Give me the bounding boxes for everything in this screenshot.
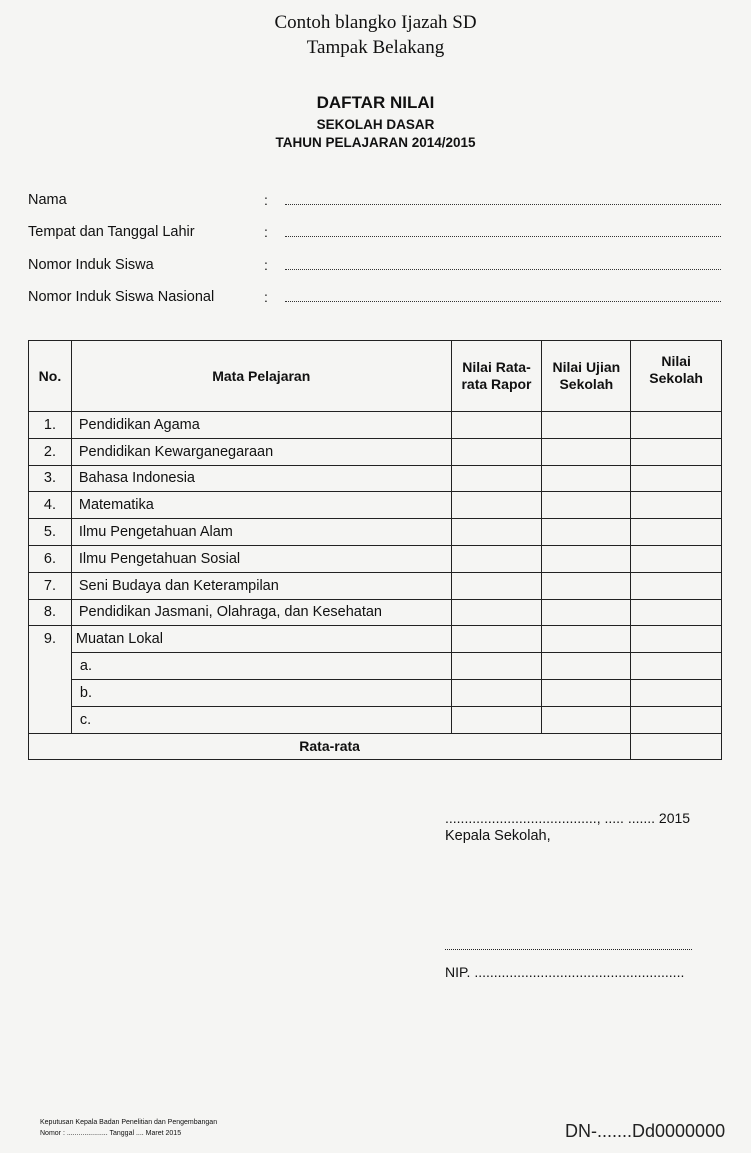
sekolah-cell[interactable] <box>631 492 722 519</box>
field-label: Nomor Induk Siswa <box>28 257 154 273</box>
field-colon: : <box>264 224 268 240</box>
table-row <box>29 519 722 546</box>
header-subject: Mata Pelajaran <box>71 341 451 412</box>
row-number: 6. <box>29 545 72 572</box>
table-row <box>29 572 722 599</box>
field-colon: : <box>264 192 268 208</box>
footer-number: Nomor : ..................... Tanggal .... Maret 2015 <box>40 1130 182 1137</box>
signature-date: ......................................., ..... ....... 2015 <box>445 810 691 826</box>
field-label: Tempat dan Tanggal Lahir <box>28 224 195 240</box>
sekolah-cell[interactable] <box>631 706 722 733</box>
subject-name: Matematika <box>71 492 451 519</box>
sekolah-cell[interactable] <box>631 572 722 599</box>
caption-line-1: Contoh blangko Ijazah SD <box>274 12 477 33</box>
rapor-cell[interactable] <box>451 465 542 492</box>
table-row <box>29 679 722 706</box>
table-row <box>29 412 722 439</box>
rapor-cell[interactable] <box>451 438 542 465</box>
sub-subject: c. <box>71 706 451 733</box>
field-colon: : <box>264 257 268 273</box>
sekolah-cell[interactable] <box>631 438 722 465</box>
header-rapor: Nilai Rata-rata Rapor <box>451 341 542 412</box>
signature-nip: NIP. ...................................................... <box>445 964 685 980</box>
ujian-cell[interactable] <box>542 465 631 492</box>
grades-table <box>28 340 722 760</box>
table-row <box>29 545 722 572</box>
ujian-cell[interactable] <box>542 492 631 519</box>
average-row <box>29 733 722 760</box>
subject-name: Muatan Lokal <box>71 626 451 653</box>
ujian-cell[interactable] <box>542 572 631 599</box>
table-row <box>29 465 722 492</box>
field-input-line[interactable] <box>285 204 721 205</box>
sekolah-cell[interactable] <box>631 599 722 626</box>
ujian-cell[interactable] <box>542 519 631 546</box>
serial-number: DN-.......Dd0000000 <box>565 1121 726 1141</box>
rapor-cell[interactable] <box>451 519 542 546</box>
ujian-cell[interactable] <box>542 653 631 680</box>
rapor-cell[interactable] <box>451 599 542 626</box>
field-label: Nomor Induk Siswa Nasional <box>28 289 215 305</box>
average-cell[interactable] <box>631 733 722 760</box>
ujian-cell[interactable] <box>542 545 631 572</box>
rapor-cell[interactable] <box>451 572 542 599</box>
field-input-line[interactable] <box>285 269 721 270</box>
table-row <box>29 653 722 680</box>
signature-role: Kepala Sekolah, <box>445 828 551 844</box>
table-row <box>29 706 722 733</box>
row-number: 8. <box>29 599 72 626</box>
ujian-cell[interactable] <box>542 599 631 626</box>
header-ujian: Nilai Ujian Sekolah <box>542 341 631 412</box>
field-label: Nama <box>28 192 67 208</box>
ujian-cell[interactable] <box>542 626 631 653</box>
row-number: 4. <box>29 492 72 519</box>
sekolah-cell[interactable] <box>631 626 722 653</box>
subject-name: Pendidikan Kewarganegaraan <box>71 438 451 465</box>
header-sekolah: Nilai Sekolah <box>631 341 722 412</box>
row-number: 2. <box>29 438 72 465</box>
header-no: No. <box>29 341 72 412</box>
ujian-cell[interactable] <box>542 706 631 733</box>
average-label: Rata-rata <box>29 733 631 760</box>
sekolah-cell[interactable] <box>631 545 722 572</box>
rapor-cell[interactable] <box>451 679 542 706</box>
field-colon: : <box>264 289 268 305</box>
row-number: 1. <box>29 412 72 439</box>
rapor-cell[interactable] <box>451 653 542 680</box>
sekolah-cell[interactable] <box>631 412 722 439</box>
document-subtitle: SEKOLAH DASAR <box>316 117 435 132</box>
field-input-line[interactable] <box>285 236 721 237</box>
ujian-cell[interactable] <box>542 438 631 465</box>
subject-name: Bahasa Indonesia <box>71 465 451 492</box>
sekolah-cell[interactable] <box>631 653 722 680</box>
ujian-cell[interactable] <box>542 412 631 439</box>
table-row <box>29 599 722 626</box>
sekolah-cell[interactable] <box>631 519 722 546</box>
sub-subject: a. <box>71 653 451 680</box>
sekolah-cell[interactable] <box>631 679 722 706</box>
subject-name: Pendidikan Agama <box>71 412 451 439</box>
subject-name: Seni Budaya dan Keterampilan <box>71 572 451 599</box>
rapor-cell[interactable] <box>451 492 542 519</box>
sekolah-cell[interactable] <box>631 465 722 492</box>
ujian-cell[interactable] <box>542 679 631 706</box>
table-row <box>29 438 722 465</box>
sub-subject: b. <box>71 679 451 706</box>
table-row <box>29 626 722 653</box>
caption-line-2: Tampak Belakang <box>306 37 445 58</box>
row-number: 7. <box>29 572 72 599</box>
row-number: 3. <box>29 465 72 492</box>
rapor-cell[interactable] <box>451 412 542 439</box>
row-number: 5. <box>29 519 72 546</box>
footer-decree: Keputusan Kepala Badan Penelitian dan Pengembangan <box>40 1119 218 1126</box>
table-row <box>29 492 722 519</box>
row-number: 9. <box>29 626 72 733</box>
subject-name: Pendidikan Jasmani, Olahraga, dan Kesehatan <box>71 599 451 626</box>
field-input-line[interactable] <box>285 301 721 302</box>
rapor-cell[interactable] <box>451 706 542 733</box>
subject-name: Ilmu Pengetahuan Sosial <box>71 545 451 572</box>
rapor-cell[interactable] <box>451 626 542 653</box>
document-title: DAFTAR NILAI <box>316 93 435 112</box>
academic-year: TAHUN PELAJARAN 2014/2015 <box>275 135 476 150</box>
signature-line <box>445 949 692 950</box>
subject-name: Ilmu Pengetahuan Alam <box>71 519 451 546</box>
rapor-cell[interactable] <box>451 545 542 572</box>
